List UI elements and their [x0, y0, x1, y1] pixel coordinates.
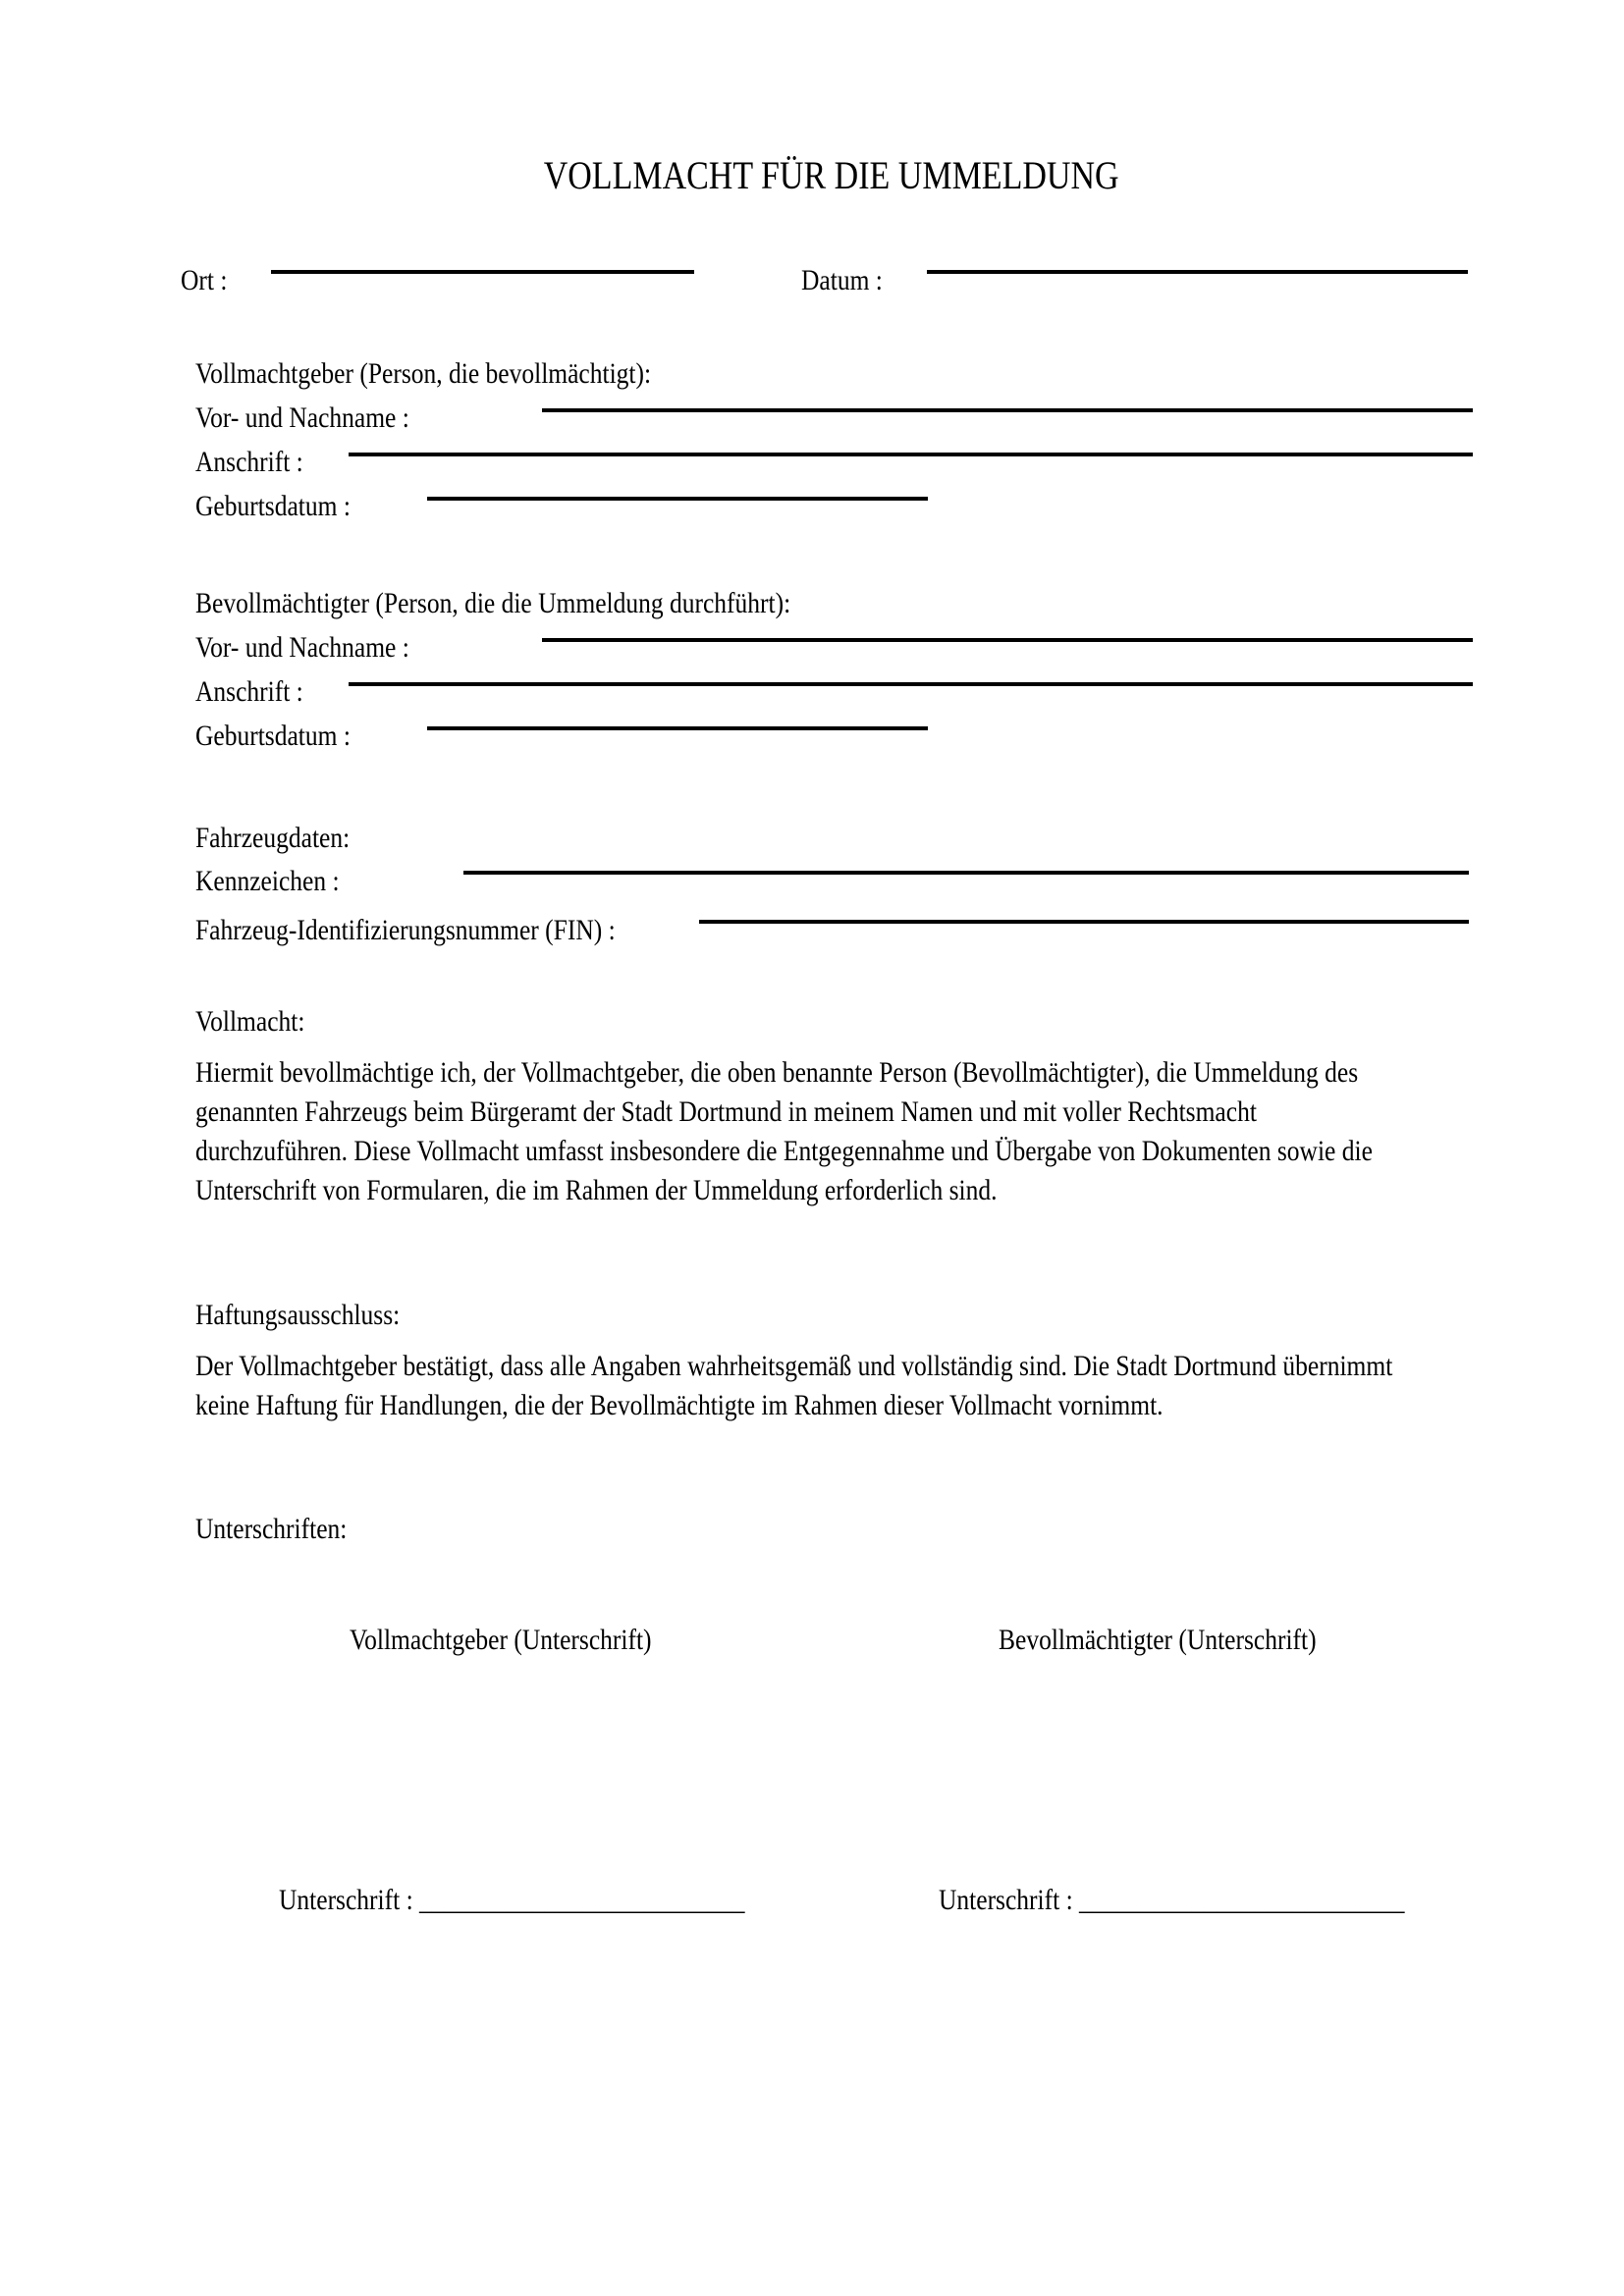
kennzeichen-field-line[interactable] — [463, 871, 1469, 875]
fahrzeugdaten-heading: Fahrzeugdaten: — [195, 822, 351, 854]
haftungsausschluss-heading: Haftungsausschluss: — [195, 1299, 401, 1331]
page-title-text: VOLLMACHT FÜR DIE UMMELDUNG — [544, 153, 1119, 197]
fin-label: Fahrzeug-Identifizierungsnummer (FIN) : — [195, 914, 616, 946]
vollmachtgeber-geburtsdatum-label: Geburtsdatum : — [195, 490, 351, 522]
vollmachtgeber-geburtsdatum-field-line[interactable] — [427, 497, 928, 501]
bevollmaechtigter-anschrift-field-line[interactable] — [349, 682, 1473, 686]
haftungsausschluss-text-line: keine Haftung für Handlungen, die der Bevollmächtigte im Rahmen dieser Vollmacht vornimmt. — [195, 1389, 1164, 1421]
fin-field-line[interactable] — [699, 920, 1469, 924]
ort-label: Ort : — [181, 264, 228, 296]
vollmachtgeber-name-field-line[interactable] — [542, 408, 1473, 412]
vollmachtgeber-anschrift-field-line[interactable] — [349, 453, 1473, 456]
vollmachtgeber-anschrift-label: Anschrift : — [195, 446, 303, 478]
vollmacht-text-line: Unterschrift von Formularen, die im Rahmen der Ummeldung erforderlich sind. — [195, 1174, 998, 1206]
signature-caption-bevollmaechtigter: Bevollmächtigter (Unterschrift) — [999, 1624, 1317, 1656]
signature-line-bevollmaechtigter[interactable]: Unterschrift : __________________________ — [939, 1884, 1405, 1916]
vollmachtgeber-name-label: Vor- und Nachname : — [195, 401, 409, 434]
datum-label: Datum : — [801, 264, 883, 296]
bevollmaechtigter-heading: Bevollmächtigter (Person, die die Ummeldung durchführt): — [195, 587, 791, 619]
vollmacht-heading: Vollmacht: — [195, 1005, 305, 1038]
bevollmaechtigter-name-label: Vor- und Nachname : — [195, 631, 409, 664]
vollmacht-text-line: Hiermit bevollmächtige ich, der Vollmachtgeber, die oben benannte Person (Bevollmächtigter), die Ummeldung des — [195, 1056, 1359, 1089]
vollmachtgeber-heading: Vollmachtgeber (Person, die bevollmächtigt): — [195, 357, 652, 390]
bevollmaechtigter-geburtsdatum-field-line[interactable] — [427, 726, 928, 730]
haftungsausschluss-text-line: Der Vollmachtgeber bestätigt, dass alle Angaben wahrheitsgemäß und vollständig sind. Die Stadt Dortmund übernimmt — [195, 1350, 1393, 1382]
ort-field-line[interactable] — [271, 270, 694, 274]
signature-caption-vollmachtgeber: Vollmachtgeber (Unterschrift) — [350, 1624, 652, 1656]
bevollmaechtigter-geburtsdatum-label: Geburtsdatum : — [195, 720, 351, 752]
unterschriften-heading: Unterschriften: — [195, 1513, 348, 1545]
datum-field-line[interactable] — [927, 270, 1468, 274]
bevollmaechtigter-anschrift-label: Anschrift : — [195, 675, 303, 708]
page-title — [0, 117, 1624, 235]
kennzeichen-label: Kennzeichen : — [195, 865, 340, 897]
signature-line-vollmachtgeber[interactable]: Unterschrift : __________________________ — [279, 1884, 745, 1916]
vollmacht-text-line: durchzuführen. Diese Vollmacht umfasst insbesondere die Entgegennahme und Übergabe von Dokumenten sowie die — [195, 1135, 1373, 1167]
bevollmaechtigter-name-field-line[interactable] — [542, 638, 1473, 642]
vollmacht-text-line: genannten Fahrzeugs beim Bürgeramt der Stadt Dortmund in meinem Namen und mit voller Rechtsmacht — [195, 1095, 1257, 1128]
